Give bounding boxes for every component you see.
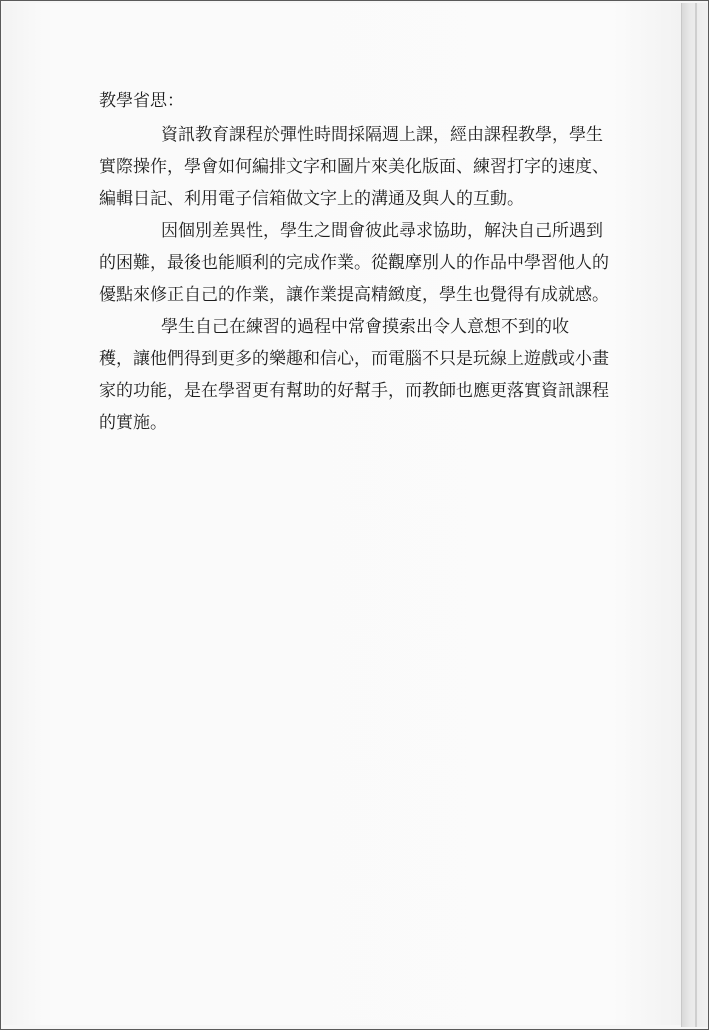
document-body (99, 85, 619, 439)
section-heading: 教學省思： (99, 91, 184, 111)
paragraph-line: 編輯日記、利用電子信箱做文字上的溝通及與人的互動。 (99, 189, 524, 209)
paragraph-line: 的困難，最後也能順利的完成作業。從觀摩別人的作品中學習他人的 (99, 253, 609, 273)
paragraph-line: 優點來修正自己的作業，讓作業提高精緻度，學生也覺得有成就感。 (99, 285, 609, 305)
paragraph-line: 資訊教育課程於彈性時間採隔週上課，經由課程教學，學生 (161, 125, 603, 145)
paragraph-line: 的實施。 (99, 413, 167, 433)
paragraph-line: 實際操作，學會如何編排文字和圖片來美化版面、練習打字的速度、 (99, 157, 609, 177)
paragraph-2 (99, 215, 619, 311)
paragraph-line: 學生自己在練習的過程中常會摸索出令人意想不到的收 (161, 317, 569, 337)
paragraph-line: 因個別差異性，學生之間會彼此尋求協助，解決自己所遇到 (161, 221, 603, 241)
paragraph-3 (99, 311, 619, 439)
paragraph-line: 家的功能，是在學習更有幫助的好幫手，而教師也應更落實資訊課程 (99, 381, 609, 401)
paper-edge-line (695, 3, 697, 1027)
paragraph-1 (99, 119, 619, 215)
paragraph-line: 穫，讓他們得到更多的樂趣和信心，而電腦不只是玩線上遊戲或小畫 (99, 349, 609, 369)
